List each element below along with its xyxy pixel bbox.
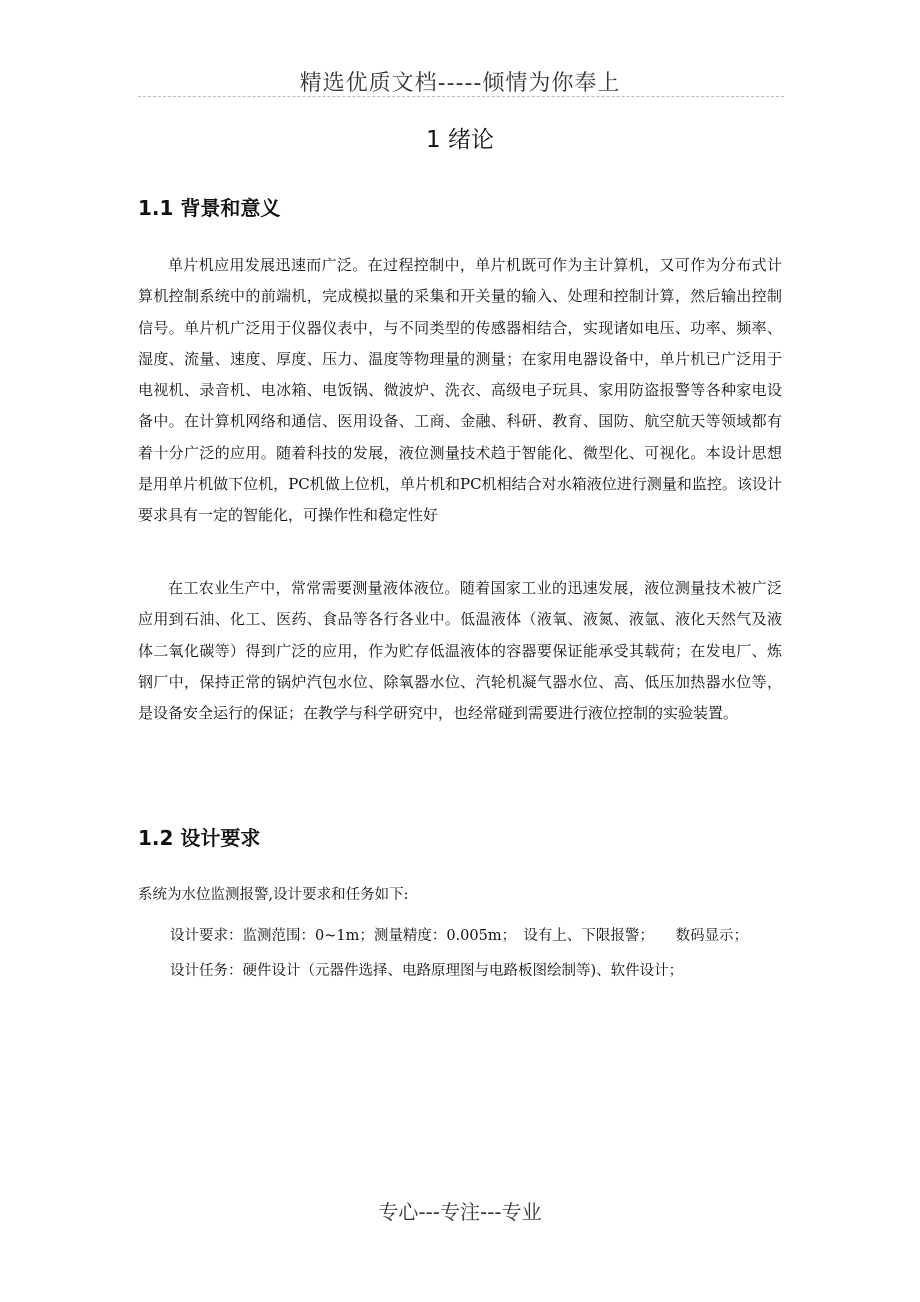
header-divider xyxy=(138,96,784,97)
design-tasks-line: 设计任务：硬件设计（元器件选择、电路原理图与电路板图绘制等)、软件设计； xyxy=(170,963,684,979)
page-footer: 专心---专注---专业 xyxy=(378,1200,542,1224)
design-intro-text: 系统为水位监测报警,设计要求和任务如下: xyxy=(138,887,409,903)
section-title-design-requirements: 1.2 设计要求 xyxy=(138,826,261,850)
paragraph-text: 单片机应用发展迅速而广泛。在过程控制中，单片机既可作为主计算机，又可作为分布式计算机控制系统中的前端机，完成模拟量的采集和开关量的输入、处理和控制计算，然后输出控制信号。单片机广泛用于仪器仪表中，与不同类型的传感器相结合，实现诸如电压、功率、频率、湿度、流量、速度、厚度、压力、温度等物理量的测量；在家用电器设备中，单片机已广泛用于电视机、录音机、电冰箱、电饭锅、微波炉、洗衣、高级电子玩具、家用防盗报警等各种家电设备中。在计算机网络和通信、医用设备、工商、金融、科研、教育、国防、航空航天等领域都有着十分广泛的应用。随着科技的发展，液位测量技术趋于智能化、微型化、可视化。本设计思想是用单片机做下位机，PC机做上位机，单片机和PC机相结合对水箱液位进行测量和监控。该设计要求具有一定的智能化，可操作性和稳定性好 xyxy=(138,256,782,525)
paragraph-text: 在工农业生产中，常常需要测量液体液位。随着国家工业的迅速发展，液位测量技术被广泛应用到石油、化工、医药、食品等各行各业中。低温液体（液氧、液氮、液氩、液化天然气及液体二氧化碳等）得到广泛的应用，作为贮存低温液体的容器要保证能承受其载荷；在发电厂、炼钢厂中，保持正常的锅炉汽包水位、除氧器水位、汽轮机凝气器水位、高、低压加热器水位等，是设备安全运行的保证；在教学与科学研究中，也经常碰到需要进行液位控制的实验装置。 xyxy=(138,579,782,723)
section-title-background: 1.1 背景和意义 xyxy=(138,196,281,220)
page-header: 精选优质文档-----倾情为你奉上 xyxy=(299,71,621,96)
design-requirements-line: 设计要求：监测范围：0~1m；测量精度：0.005m； 设有上、下限报警； 数码显示； xyxy=(170,928,749,944)
section1-paragraph-2 xyxy=(138,573,782,729)
section1-paragraph-1 xyxy=(138,250,782,532)
chapter-title: 1 绪论 xyxy=(426,127,494,153)
